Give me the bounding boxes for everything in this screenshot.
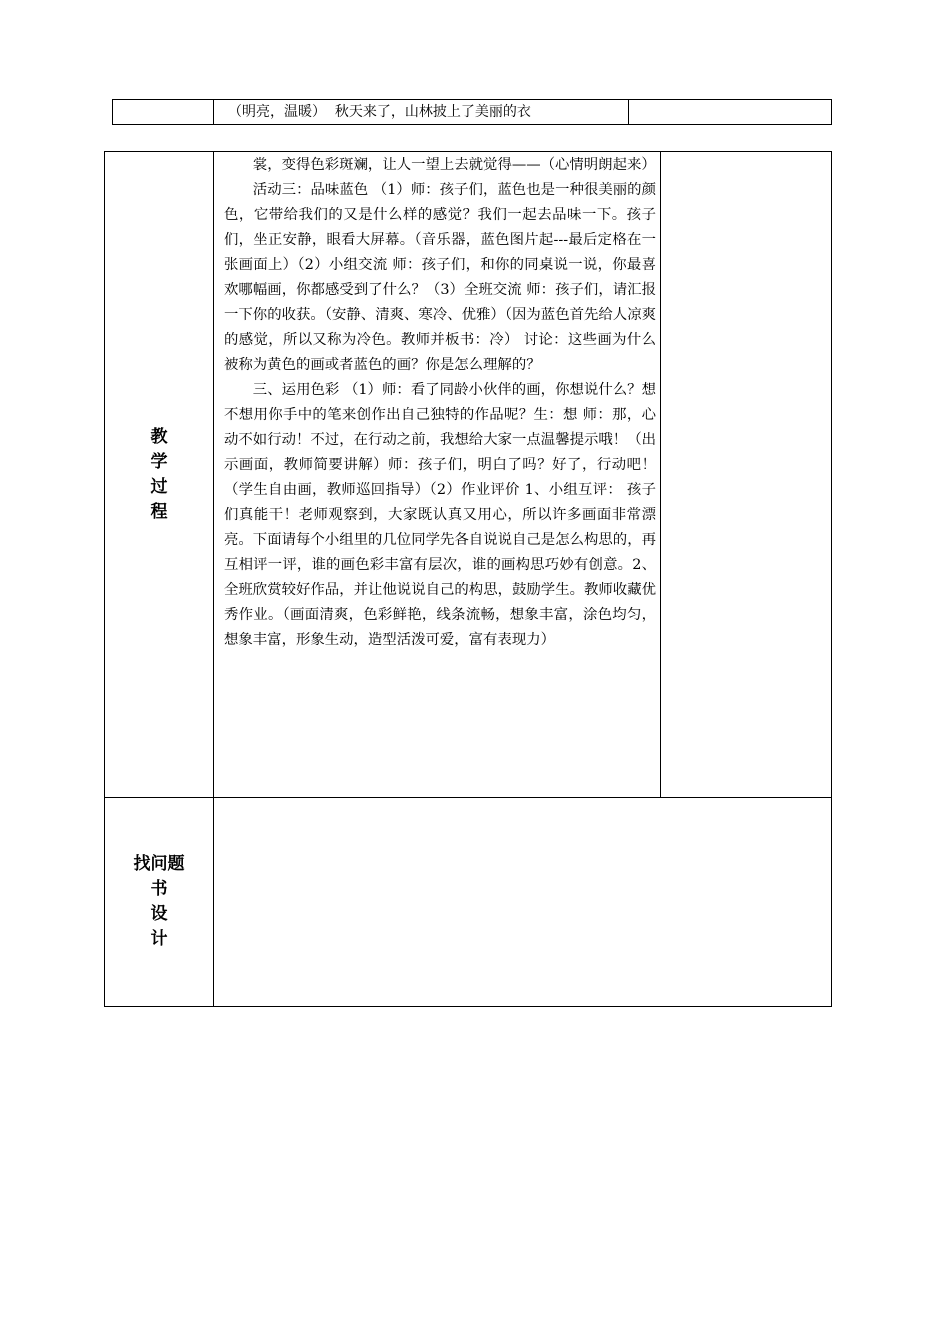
process-label-line: 过 <box>150 477 168 497</box>
notes-cell <box>629 100 831 124</box>
process-paragraph: 裳，变得色彩斑斓，让人一望上去就觉得——（心情明朗起来） <box>252 157 656 173</box>
process-paragraph: 三、运用色彩 （1）师：看了同龄小伙伴的画，你想说什么？想不想用你手中的笔来创作出自己独特的作品呢？生：想 师：那，心动不如行动！不过，在行动之前，我想给大家一点温馨提示哦！（出示画面，教师简要讲解）师：孩子们，明白了吗？好了，行动吧！（学生自由画，教师巡回指导）（2）作业评价 1、小组互评： 孩子们真能干！老师观察到，大家既认真又用心，所以许多画面非常漂亮。下面请每个小组里的几位同学先各自说说自己是怎么构思的，再互相评一评，谁的画色彩丰富有层次，谁的画构思巧妙有创意。2、全班欣赏较好作品，并让他说说自己的构思，鼓励学生。教师收藏优秀作业。（画面清爽，色彩鲜艳，线条流畅，想象丰富，涂色均匀，想象丰富，形象生动，造型活泼可爱，富有表现力） <box>224 382 656 648</box>
lesson-table <box>104 151 832 1007</box>
process-label <box>105 425 213 525</box>
board-label-line: 设 <box>150 904 168 924</box>
row-divider <box>105 797 831 798</box>
board-label-line: 计 <box>150 929 168 949</box>
process-content <box>224 153 656 653</box>
process-paragraph: 活动三：品味蓝色 （1）师：孩子们，蓝色也是一种很美丽的颜色，它带给我们的又是什么样的感觉？我们一起去品味一下。孩子们，坐正安静，眼看大屏幕。（音乐器，蓝色图片起---最后定格在一张画面上）（2）小组交流 师：孩子们，和你的同桌说一说，你最喜欢哪幅画，你都感受到了什么？（3）全班交流 师：孩子们，请汇报一下你的收获。（安静、清爽、寒冷、优雅）（因为蓝色首先给人凉爽的感觉，所以又称为冷色。教师并板书：冷） 讨论：这些画为什么被称为黄色的画或者蓝色的画？你是怎么理解的？ <box>224 182 656 373</box>
board-design-label <box>105 852 213 952</box>
label-cell <box>113 100 214 124</box>
process-label-line: 教 <box>150 427 168 447</box>
process-label-line: 学 <box>150 452 168 472</box>
process-label-line: 程 <box>150 502 168 522</box>
content-cell: （明亮，温暖） 秋天来了，山林披上了美丽的衣 <box>214 100 629 124</box>
board-label-line: 找问题 <box>133 854 185 874</box>
board-label-line: 书 <box>150 879 168 899</box>
column-divider-notes <box>660 152 661 797</box>
continued-table-row <box>112 99 832 125</box>
column-divider <box>213 152 214 1006</box>
